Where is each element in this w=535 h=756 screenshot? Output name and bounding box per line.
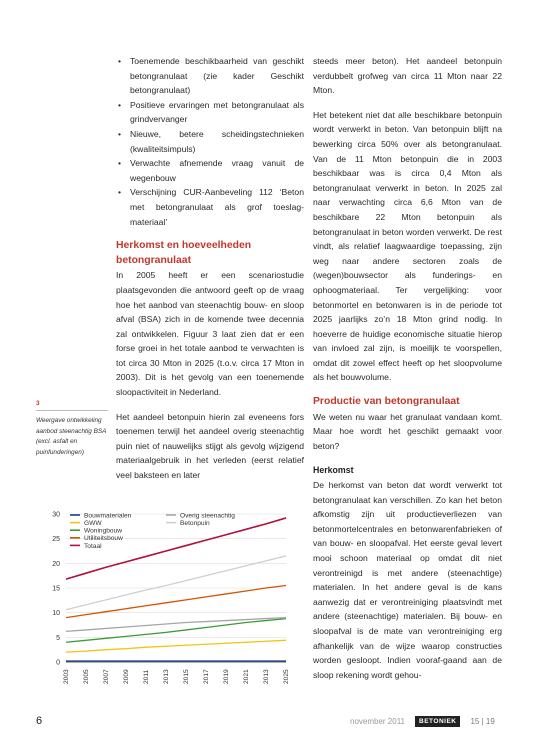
subheading: Herkomst: [313, 465, 354, 476]
bullet-item: • Verwachte afnemende vraag vanuit de wegenbouw: [116, 156, 304, 185]
line-chart: [36, 502, 300, 714]
x-tick-label: 2003: [63, 669, 70, 684]
legend-label: Overig steenachtig: [180, 512, 235, 520]
x-tick-label: 2009: [123, 669, 130, 684]
series-line: [66, 618, 286, 632]
legend-label: Betonpuin: [180, 520, 210, 527]
x-tick-label: 2015: [183, 669, 190, 684]
bullet-item: • Toenemende beschikbaarheid van geschikt betongranulaat (zie kader Geschikt betongranulaat): [116, 54, 304, 98]
bullet-item: • Positieve ervaringen met betongranulaat als grindvervanger: [116, 98, 304, 127]
x-tick-label: 2013: [263, 669, 270, 684]
series-line: [66, 619, 286, 643]
figure-caption: [36, 399, 108, 459]
y-tick-label: 30: [52, 511, 60, 519]
paragraph-continued: steeds meer beton). Het aandeel betonpuin verdubbelt grofweg van circa 11 Mton naar 22 Mton.: [313, 56, 502, 96]
paragraph: In 2005 heeft er een scenariostudie plaatsgevonden die antwoord geeft op de vraag hoe het aanbod van steenachtig bouw- en sloop afval (BSA) zich in de komende twee decennia zal ontwikkelen. Figuur 3 laat zien dat er een forse groei in het totale aanbod te verwachten is tot circa 30 Mton in 2025 (t.o.v. circa 17 Mton in 2003). Dit is het gevolg van een toenemende sloopactiviteit in Nederland.: [116, 270, 304, 398]
legend-label: GWW: [84, 520, 102, 527]
page-number: 6: [36, 715, 43, 727]
x-tick-label: 2019: [223, 669, 230, 684]
page-range: 15 | 19: [470, 717, 495, 726]
x-tick-label: 2007: [103, 669, 110, 684]
bullet-list: [116, 54, 304, 229]
y-tick-label: 15: [52, 585, 60, 593]
legend-label: Bouwmaterialen: [84, 512, 132, 520]
paragraph: Het betekent niet dat alle beschikbare betonpuin wordt verwerkt in beton. Van betonpuin blijft na bewerking circa 50% over als betongranulaat. Van de 11 Mton betonpuin die in 2003 beschikbaar was is circa 0,4 Mton als betongranulaat verwerkt in beton. In 2025 zal naar verwachting circa 6,6 Mton van de beschikbare 22 Mton betonpuin als betongranulaat in beton worden verwerkt. De rest vindt, als relatief laagwaardige toepassing, zijn weg naar andere sectoren zoals de (wegen)bouwsector als funderings- en ophoogmateriaal. Ter vergelijking: voor betonmortel en betonwaren is in de periode tot 2025 jaarlijks zo’n 18 Mton grind nodig. In hoeverre de huidige economische situatie hierop van invloed zal zijn, is moeilijk te voorspellen, omdat dit zowel effect heeft op het sloopvolume als het bouwvolume.: [313, 109, 502, 383]
y-tick-label: 20: [52, 560, 60, 568]
figure-number: 3: [36, 400, 40, 407]
paragraph: We weten nu waar het granulaat vandaan komt. Maar hoe wordt het geschikt gemaakt voor beton?: [313, 411, 502, 451]
y-tick-label: 10: [52, 610, 60, 618]
figure-caption-text: Weergave ontwikkeling aanbod steenachtig BSA (excl. asfalt en puinfunderingen): [36, 416, 107, 457]
series-line: [66, 640, 286, 652]
caption-divider: [36, 410, 108, 411]
bullet-item: • Verschijning CUR-Aanbeveling 112 ‘Beton met betongranulaat als grof toeslag-materiaal’: [116, 185, 304, 229]
bullet-item: • Nieuwe, betere scheidingstechnieken (kwaliteitsimpuls): [116, 127, 304, 156]
legend-label: Totaal: [84, 542, 102, 550]
x-tick-label: 2005: [83, 669, 90, 684]
paragraph: De herkomst van beton dat wordt verwerkt tot betongranulaat kan verschillen. Zo kan het beton afkomstig zijn uit productieverliezen van betonmortelcentrales en betonwarenfabrieken of van bouw- en sloopafval. Het eerste geval levert mooi schoon materiaal op omdat dit niet verontreinigd is met andere (steenachtige) materialen. In het andere geval is de kans aanwezig dat er verontreiniging plaatsvindt met andere (steenachtige) materialen. Bij bouw- en sloopafval is de mate van verontreiniging erg afhankelijk van de wijze waarop constructies worden gesloopt. Indien vooraf-gaand aan de sloop rekening wordt gehou-: [313, 480, 502, 680]
x-tick-label: 2021: [243, 669, 250, 684]
y-tick-label: 0: [56, 659, 60, 667]
legend-label: Woningbouw: [84, 527, 123, 535]
paragraph: Het aandeel betonpuin hierin zal eveneens fors toenemen terwijl het aandeel overig steenachtig puin niet of nauwelijks stijgt als gevolg wijzigend materiaalgebruik in het verleden (eerst relatief veel baksteen en later: [116, 411, 304, 481]
right-column: [313, 54, 502, 682]
section-heading: Herkomst en hoeveelheden betongranulaat: [116, 240, 252, 266]
x-tick-label: 2017: [203, 669, 210, 684]
x-tick-label: 2025: [283, 669, 290, 684]
x-tick-label: 2011: [143, 669, 150, 684]
footer-info: [350, 716, 495, 727]
middle-column: [116, 54, 304, 483]
issue-date: november 2011: [350, 717, 405, 726]
chart-svg: [36, 502, 300, 714]
x-tick-label: 2013: [163, 669, 170, 684]
legend-label: Utiliteitsbouw: [84, 535, 123, 543]
y-tick-label: 5: [56, 634, 60, 642]
y-tick-label: 25: [52, 536, 60, 544]
section-heading: Productie van betongranulaat: [313, 396, 460, 408]
magazine-logo: BETONIEK: [415, 716, 460, 727]
